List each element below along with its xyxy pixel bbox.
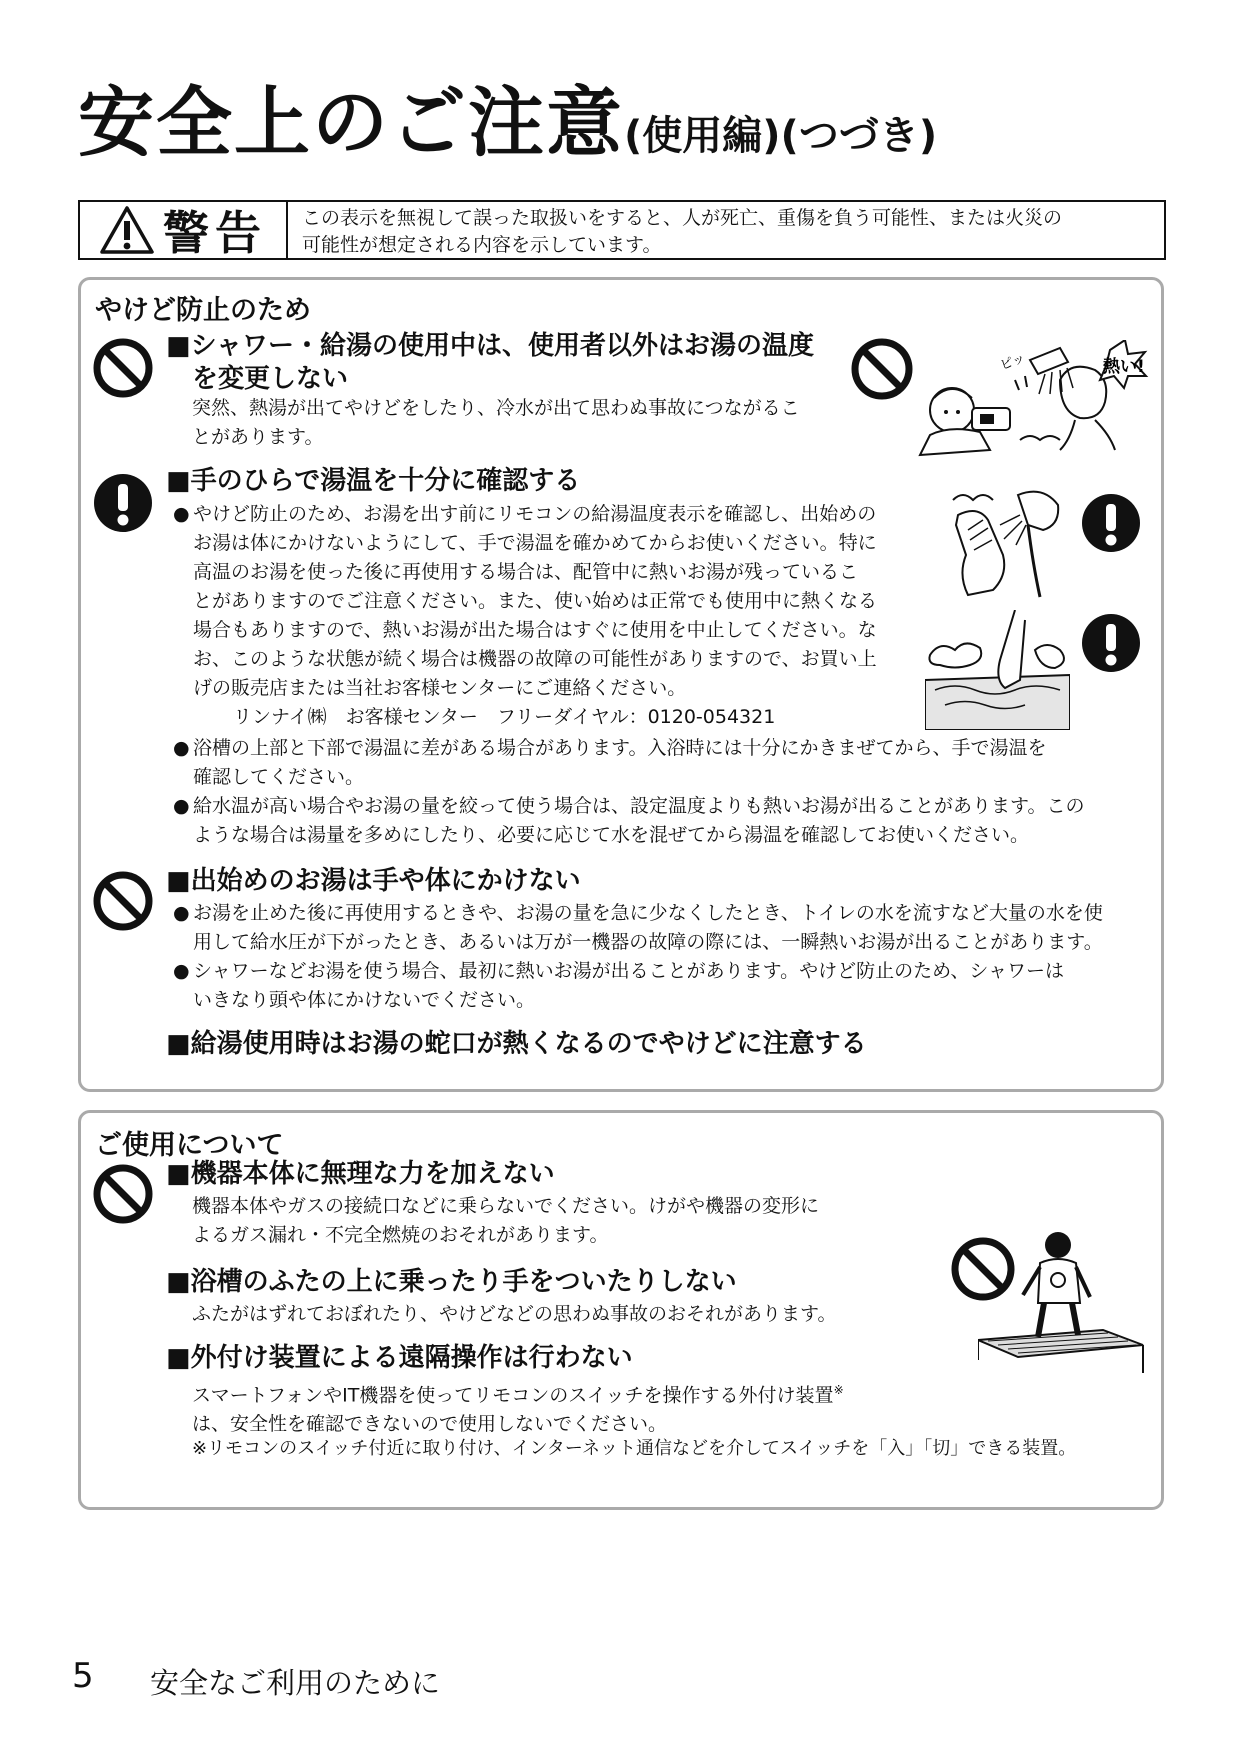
bullet-item: ● お湯を止めた後に再使用するときや、お湯の量を急に少なくしたとき、トイレの水を流すなど大量の水を使 用して給水圧が下がったとき、あるいは万が一機器の故障の際には、一瞬熱いお湯が出ることがあります。 <box>173 902 1103 953</box>
page-title: 安全上のご注意(使用編)(つづき) <box>78 78 938 167</box>
footer-label: 安全なご利用のために <box>150 1666 441 1700</box>
warning-label: 警告 <box>163 206 267 260</box>
warning-label-cell <box>80 202 288 258</box>
child-on-bath-lid-illustration <box>978 1225 1148 1375</box>
hand-under-shower-illustration <box>948 485 1063 600</box>
item-heading: ■浴槽のふたの上に乗ったり手をついたりしない <box>166 1267 737 1297</box>
item-heading: ■シャワー・給湯の使用中は、使用者以外はお湯の温度 を変更しない <box>166 331 815 394</box>
footnote-mark: ※ <box>833 1383 844 1397</box>
prohibition-icon <box>850 337 914 401</box>
warning-description <box>288 202 1164 258</box>
section-heading: ご使用について <box>95 1130 284 1161</box>
bullet-item: ● やけど防止のため、お湯を出す前にリモコンの給湯温度表示を確認し、出始めの お湯は体にかけないようにして、手で湯温を確かめてからお使いください。特に 高温のお湯を使った後に再使用する場合は、配管中に熱いお湯が残っているこ とがありますのでご注意ください。また、使い始めは正常でも使用中に熱くなる 場合もありますので、熱いお湯が出た場合はすぐに使用を中止してください。な お、このような状態が続く場合は機器の故障の可能性がありますので、お買い上 げの販売店または当社お客様センターにご連絡ください。 リンナイ㈱ お客様センター フリーダイヤル：0120-054321 <box>193 500 877 732</box>
warning-text-line: この表示を無視して誤った取扱いをすると、人が死亡、重傷を負う可能性、または火災の <box>302 207 1063 229</box>
contact-line: リンナイ㈱ お客様センター フリーダイヤル：0120-054321 <box>233 706 776 728</box>
prohibition-icon <box>92 337 154 399</box>
bullet-item: ● 給水温が高い場合やお湯の量を絞って使う場合は、設定温度よりも熱いお湯が出ることがあります。この ような場合は湯量を多めにしたり、必要に応じて水を混ぜてから湯温を確認してお使いください。 <box>173 795 1085 846</box>
page-subtitle: (使用編)(つづき) <box>624 113 938 159</box>
mandatory-action-icon <box>1080 492 1142 554</box>
item-heading: ■機器本体に無理な力を加えない <box>166 1159 555 1189</box>
item-body: 突然、熱湯が出てやけどをしたり、冷水が出て思わぬ事故につながるこ とがあります。 <box>192 397 800 448</box>
illustration-caption: ピッ <box>998 350 1028 374</box>
item-heading: ■出始めのお湯は手や体にかけない <box>166 866 581 896</box>
hand-in-bathtub-illustration <box>925 610 1070 730</box>
item-heading: ■給湯使用時はお湯の蛇口が熱くなるのでやけどに注意する <box>166 1029 867 1059</box>
item-body: 機器本体やガスの接続口などに乗らないでください。けがや機器の変形に よるガス漏れ・不完全燃焼のおそれがあります。 <box>192 1195 820 1246</box>
illustration-caption: 熱い! <box>1103 357 1145 377</box>
bullet-item: ● 浴槽の上部と下部で湯温に差がある場合があります。入浴時には十分にかきまぜてから、手で湯温を 確認してください。 <box>173 737 1047 788</box>
warning-text-line: 可能性が想定される内容を示しています。 <box>302 234 662 256</box>
caution-triangle-icon <box>99 205 155 255</box>
hot-water-shower-illustration <box>910 340 1150 465</box>
mandatory-action-icon <box>1080 612 1142 674</box>
warning-box <box>78 200 1166 260</box>
mandatory-action-icon <box>92 472 154 534</box>
footnote: ※リモコンのスイッチ付近に取り付け、インターネット通信などを介してスイッチを「入」「切」できる装置。 <box>192 1438 1077 1459</box>
item-heading: ■外付け装置による遠隔操作は行わない <box>166 1343 633 1373</box>
page-number: 5 <box>72 1656 94 1696</box>
item-body: ふたがはずれておぼれたり、やけどなどの思わぬ事故のおそれがあります。 <box>192 1303 837 1325</box>
item-heading: ■手のひらで湯温を十分に確認する <box>166 466 581 496</box>
section-heading: やけど防止のため <box>95 295 311 326</box>
prohibition-icon <box>92 1163 154 1225</box>
item-body: スマートフォンやIT機器を使ってリモコンのスイッチを操作する外付け装置※ は、安全性を確認できないので使用しないでください。 <box>192 1383 844 1436</box>
prohibition-icon <box>92 870 154 932</box>
bullet-item: ● シャワーなどお湯を使う場合、最初に熱いお湯が出ることがあります。やけど防止のため、シャワーは いきなり頭や体にかけないでください。 <box>173 960 1064 1011</box>
